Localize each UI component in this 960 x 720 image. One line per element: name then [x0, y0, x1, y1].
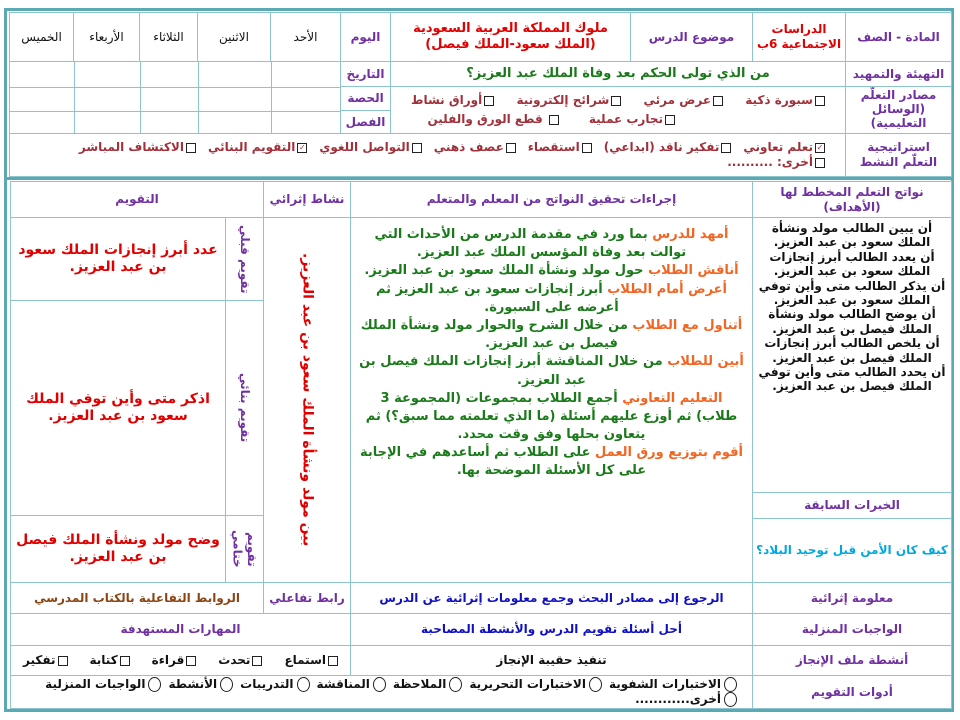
- checkbox-icon: [328, 656, 338, 666]
- tool-option[interactable]: التدريبات: [240, 677, 312, 692]
- radio-icon: [589, 677, 602, 692]
- day-sun: الأحد: [270, 12, 341, 62]
- radio-icon: [148, 677, 161, 692]
- source-worksheets[interactable]: أوراق نشاط: [411, 93, 494, 108]
- skill-option[interactable]: استماع: [284, 653, 338, 668]
- procedure-text: بما ورد في مقدمة الدرس من الأحداث التي توالت بعد وفاة المؤسس الملك عبد العزيز.: [374, 227, 687, 261]
- strategy-option[interactable]: الاكتشاف المباشر: [79, 140, 196, 155]
- procedure-lead: أعرض أمام الطلاب: [607, 281, 728, 297]
- eval-text-pre: عدد أبرز إنجازات الملك سعود بن عبد العزيز.: [10, 217, 226, 301]
- strategy-option[interactable]: عصف ذهني: [434, 140, 516, 155]
- portfolio-label: أنشطة ملف الإنجاز: [752, 645, 952, 676]
- activity-text: بين مولد ونشأة الملك سعود بن عبد العزيز.: [263, 217, 351, 583]
- tool-option[interactable]: الاختبارات الشفوية: [609, 677, 740, 692]
- procedure-text: أجمع الطلاب بمجموعات (المجموعة 3 طلاب) ثم أوزع عليهم أسئلة (ما الذي تعلمته مما سبق؟) ثم يتعاون بحلها وفق وقت محدد.: [365, 390, 738, 443]
- procedure-lead: التعليم التعاوني: [622, 390, 723, 406]
- procedure-text: على الطلاب ثم أساعدهم في الإجابة على كل الأسئلة الموضحة بها.: [359, 445, 647, 479]
- strategy-option[interactable]: تفكير ناقد (ابداعي): [604, 140, 732, 155]
- checkbox-icon: [582, 143, 592, 153]
- procedure-text: من خلال المناقشة أبرز إنجازات الملك فيصل بن عبد العزيز.: [359, 354, 668, 388]
- strategy-option[interactable]: التواصل اللغوي: [319, 140, 421, 155]
- procedure-item: [359, 444, 744, 480]
- source-slides[interactable]: شرائح إلكترونية: [516, 93, 621, 108]
- checkbox-icon: [506, 143, 516, 153]
- procedure-item: [359, 317, 744, 353]
- day-tue: الثلاثاء: [139, 12, 198, 62]
- source-experiments[interactable]: تجارب عملية: [589, 112, 675, 127]
- enrich-text: الرجوع إلى مصادر البحث وجمع معلومات إثرائية عن الدرس: [350, 582, 753, 614]
- outcomes-list: [752, 217, 952, 493]
- tool-option[interactable]: المناقشة: [317, 677, 389, 692]
- outcome-item: أن يلخص الطالب أبرز إنجازات الملك فيصل بن عبد العزيز.: [764, 336, 940, 365]
- procedure-lead: أبين للطلاب: [667, 354, 744, 370]
- day-mon: الاثنين: [197, 12, 271, 62]
- eval-type-final: تقويم ختامي: [225, 515, 264, 583]
- checkbox-icon: [665, 115, 675, 125]
- outcomes-header: نواتج التعلم المخطط لها (الأهداف): [752, 181, 952, 218]
- strategy-options: [9, 133, 846, 177]
- radio-icon: [297, 677, 310, 692]
- day-thu: الخميس: [9, 12, 74, 62]
- day-wed: الأربعاء: [73, 12, 140, 62]
- procedures-header: إجراءات تحقيق النواتج من المعلم والمتعلم: [350, 181, 753, 218]
- prior-text: كيف كان الأمن قبل توحيد البلاد؟: [752, 518, 952, 583]
- tool-option[interactable]: أخرى............: [635, 692, 740, 707]
- topic-value: ملوك المملكة العربية السعودية (الملك سعود-الملك فيصل): [390, 12, 631, 62]
- activity-header: نشاط إثرائي: [263, 181, 351, 218]
- eval-type-pre: تقويم قبلي: [225, 217, 264, 301]
- outcome-item: أن يبين الطالب مولد ونشأة الملك سعود بن عبد العزيز.: [771, 221, 933, 250]
- strategy-label: استراتيجية التعلّم النشط: [845, 133, 952, 177]
- strategy-option[interactable]: أخرى: ..........: [727, 155, 825, 170]
- skills-header: المهارات المستهدفة: [10, 613, 351, 646]
- checkbox-icon: [713, 96, 723, 106]
- link-text[interactable]: الروابط التفاعلية بالكتاب المدرسي: [10, 582, 264, 614]
- procedure-lead: أمهد للدرس: [652, 227, 729, 242]
- checkbox-icon: [58, 656, 68, 666]
- checkbox-icon: [120, 656, 130, 666]
- radio-icon: [220, 677, 233, 692]
- date-label: التاريخ: [340, 61, 391, 87]
- procedure-lead: أتناول مع الطلاب: [632, 317, 743, 333]
- procedure-lead: أناقش الطلاب: [648, 263, 739, 279]
- tool-option[interactable]: الملاحظة: [393, 677, 465, 692]
- sources-label: مصادر التعلّم (الوسائل التعليمية): [845, 86, 952, 134]
- homework-label: الواجبات المنزلية: [752, 613, 952, 646]
- strategy-option[interactable]: ✓التقويم البنائي: [207, 140, 306, 155]
- checked-box-icon: ✓: [298, 142, 306, 152]
- source-smartboard[interactable]: سبورة ذكية: [745, 93, 825, 108]
- period-label: الحصة: [340, 86, 391, 111]
- eval-text-final: وضح مولد ونشأة الملك فيصل بن عبد العزيز.: [10, 515, 226, 583]
- checkbox-icon: [549, 115, 559, 125]
- procedures-body: [350, 217, 753, 583]
- skill-option[interactable]: قراءة: [152, 653, 197, 668]
- procedure-item: [359, 390, 744, 445]
- skill-option[interactable]: تفكير: [23, 653, 67, 668]
- checkbox-icon: [815, 158, 825, 168]
- sources-options: [390, 86, 846, 134]
- checkbox-icon: [815, 96, 825, 106]
- enrich-label: معلومة إثرائية: [752, 582, 952, 614]
- subject-value: الدراسات الاجتماعية 6ب: [752, 12, 846, 62]
- class-label: الفصل: [340, 110, 391, 134]
- subject-label: المادة - الصف: [845, 12, 952, 62]
- procedure-text: أبرز إنجازات سعود بن عبد العزيز ثم أعرضه على السبورة.: [375, 281, 619, 315]
- prior-header: الخبرات السابقة: [752, 492, 952, 519]
- tool-option[interactable]: الواجبات المنزلية: [45, 677, 164, 692]
- procedure-item: [359, 353, 744, 389]
- source-paper-foam[interactable]: قطع الورق والفلين: [427, 112, 558, 127]
- link-label: رابط تفاعلي: [263, 582, 351, 614]
- tool-option[interactable]: الأنشطة: [168, 677, 236, 692]
- checkbox-icon: [611, 96, 621, 106]
- radio-icon: [724, 692, 737, 707]
- source-video[interactable]: عرض مرئي: [644, 93, 724, 108]
- outcome-item: أن يذكر الطالب متى وأين توفي الملك سعود بن عبد العزيز.: [758, 278, 946, 307]
- procedure-text: حول مولد ونشأة الملك سعود بن عبد العزيز.: [364, 263, 649, 279]
- homework-text: أحل أسئلة تقويم الدرس والأنشطة المصاحبة: [350, 613, 753, 646]
- intro-label: التهيئة والتمهيد: [845, 61, 952, 87]
- tools-options: [10, 675, 753, 709]
- eval-type-formative: تقويم بنائي: [225, 300, 264, 516]
- procedure-text: من خلال الشرح والحوار مولد ونشأة الملك فيصل بن عبد العزيز.: [360, 317, 633, 352]
- portfolio-text: تنفيذ حقيبة الإنجاز: [350, 645, 753, 676]
- radio-icon: [373, 677, 386, 692]
- procedure-lead: أقوم بتوزيع ورق العمل: [595, 445, 744, 461]
- checkbox-icon: [412, 143, 422, 153]
- skill-option[interactable]: تحدث: [218, 653, 262, 668]
- procedure-item: [359, 281, 744, 317]
- checkbox-icon: [721, 143, 731, 153]
- outcome-item: أن يعدد الطالب أبرز إنجازات الملك سعود بن عبد العزيز.: [769, 249, 935, 279]
- eval-text-formative: اذكر متى وأين توفي الملك سعود بن عبد العزيز.: [10, 300, 226, 516]
- radio-icon: [449, 677, 462, 692]
- divider: [4, 177, 954, 180]
- checkbox-icon: [186, 656, 196, 666]
- intro-text: من الذي تولى الحكم بعد وفاة الملك عبد العزيز؟: [390, 61, 846, 87]
- procedure-item: [364, 262, 738, 280]
- tool-option[interactable]: الاختبارات التحريرية: [469, 677, 605, 692]
- outcome-item: أن يحدد الطالب متى وأين توفي الملك فيصل بن عبد العزيز.: [758, 364, 946, 394]
- strategy-option[interactable]: استقصاء: [528, 140, 592, 155]
- checkbox-icon: [186, 143, 196, 153]
- checked-box-icon: ✓: [816, 142, 824, 152]
- outcome-item: أن يوضح الطالب مولد ونشأة الملك فيصل بن عبد العزيز.: [768, 307, 936, 336]
- skill-option[interactable]: كتابة: [90, 653, 130, 668]
- tools-label: أدوات التقويم: [752, 675, 952, 709]
- schedule-grid: [9, 61, 341, 134]
- day-label: اليوم: [340, 12, 391, 62]
- checkbox-icon: [484, 96, 494, 106]
- procedure-item: [359, 226, 744, 262]
- skills-options: [10, 645, 351, 676]
- strategy-option[interactable]: ✓تعلم تعاوني: [743, 140, 824, 155]
- topic-label: موضوع الدرس: [630, 12, 753, 62]
- checkbox-icon: [252, 656, 262, 666]
- evaluation-header: التقويم: [10, 181, 264, 218]
- radio-icon: [724, 677, 737, 692]
